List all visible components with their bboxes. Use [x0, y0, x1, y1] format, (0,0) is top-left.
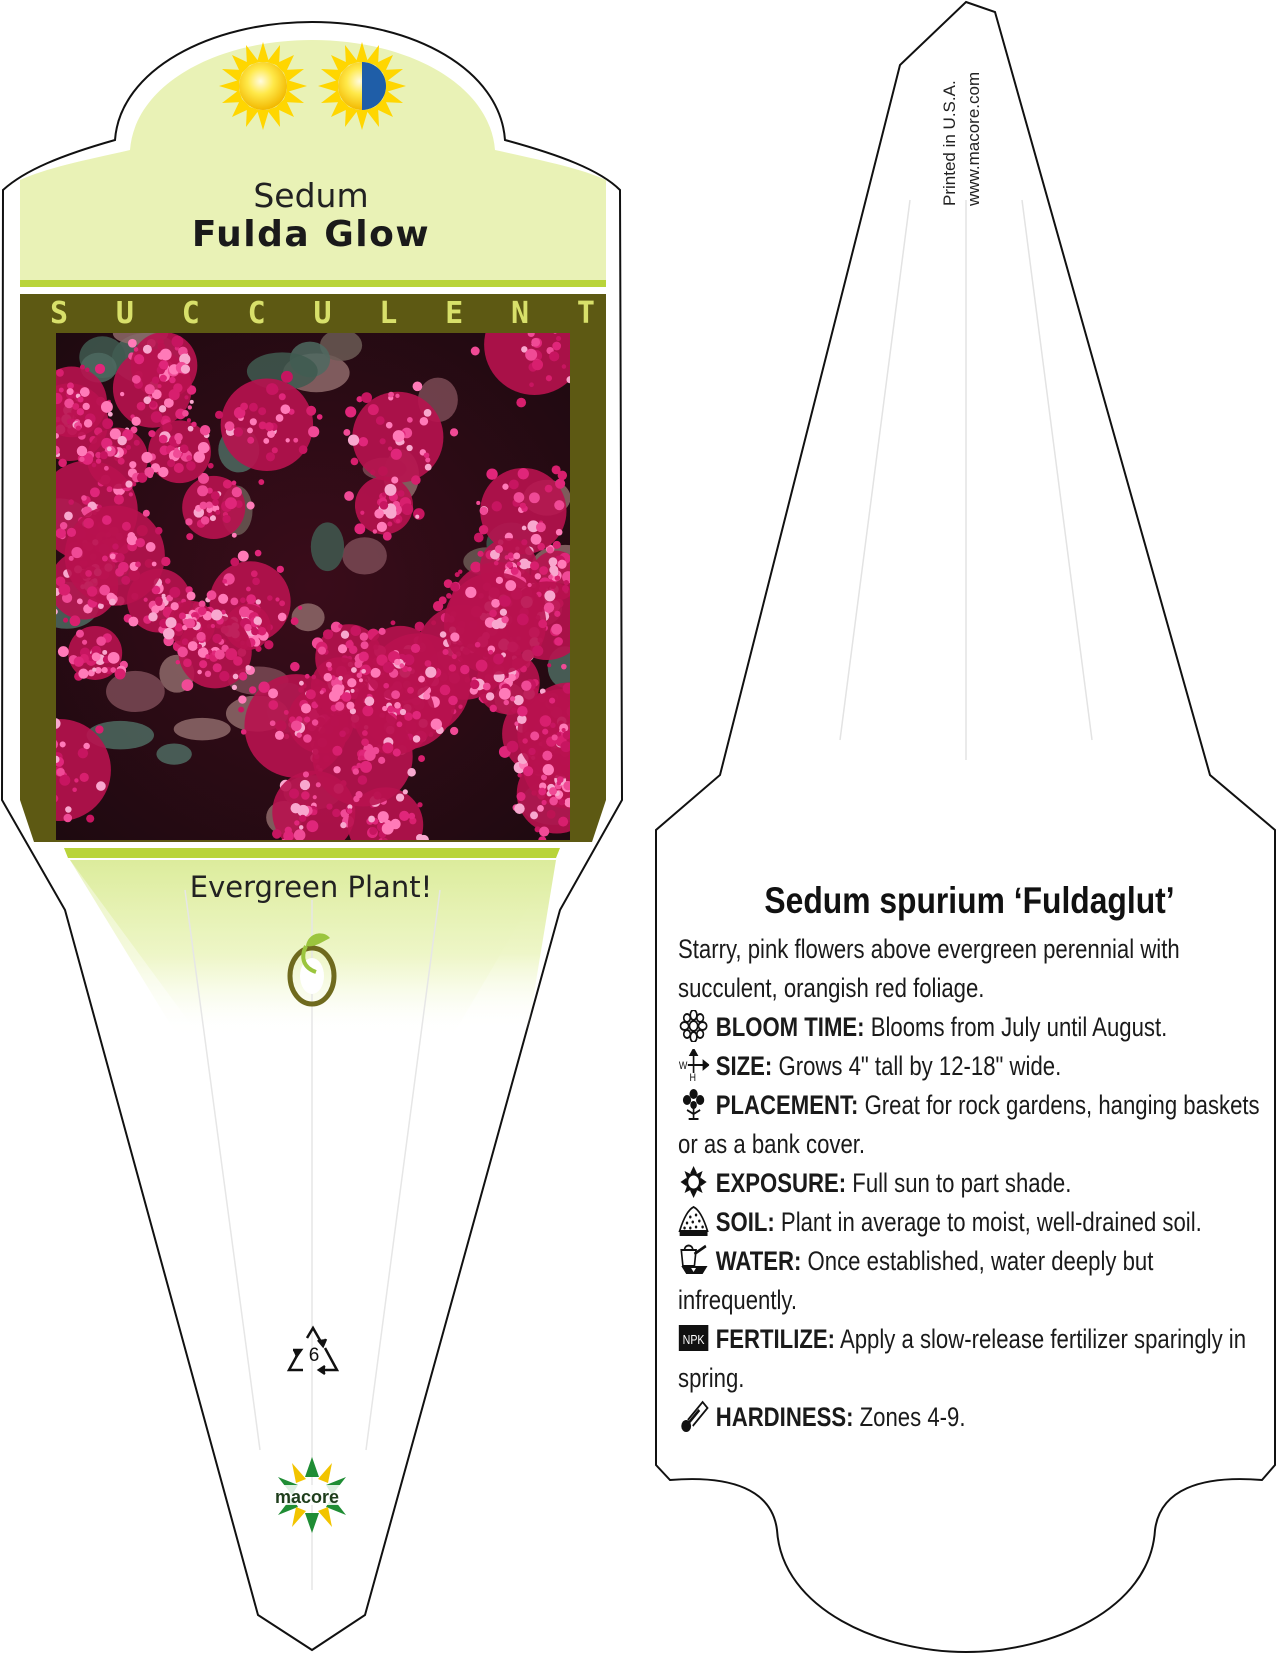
- category-letter: E: [445, 296, 464, 331]
- category-letter: U: [313, 296, 332, 331]
- watering-can-icon: [678, 1244, 709, 1274]
- care-item-water: [678, 1242, 1268, 1320]
- category-letter: S: [50, 296, 69, 331]
- category-label: [20, 296, 605, 336]
- care-text: Plant in average to moist, well-drained soil.: [780, 1207, 1202, 1237]
- full-sun-icon: [219, 42, 307, 130]
- care-text: Grows 4" tall by 12-18" wide.: [778, 1051, 1062, 1081]
- size-icon: [678, 1049, 709, 1079]
- thermometer-icon: [678, 1400, 709, 1430]
- care-item-placement: [678, 1086, 1268, 1164]
- category-letter: C: [247, 296, 266, 331]
- tagline: Evergreen Plant!: [189, 870, 433, 904]
- care-label: HARDINESS:: [715, 1402, 854, 1432]
- care-item-exposure: [678, 1164, 1268, 1203]
- category-letter: U: [115, 296, 134, 331]
- recycle-code: 6: [308, 1345, 320, 1366]
- care-text: Zones 4-9.: [859, 1402, 966, 1432]
- bottom-stripe: [64, 848, 560, 858]
- care-label: SOIL:: [715, 1207, 775, 1237]
- category-letter: N: [511, 296, 530, 331]
- care-item-bloom: [678, 1008, 1268, 1047]
- care-text: Apply a slow-release fertilizer sparingly in spring.: [678, 1324, 1247, 1393]
- care-label: PLACEMENT:: [715, 1090, 859, 1120]
- part-sun-icon: [318, 42, 406, 130]
- soil-icon: [678, 1205, 709, 1235]
- category-letter: C: [181, 296, 200, 331]
- plant-genus: Sedum: [253, 176, 369, 215]
- botanical-name: Sedum spurium ‘Fuldaglut’: [764, 880, 1175, 921]
- brand-logo-text: macore: [274, 1487, 340, 1507]
- flower-icon: [678, 1010, 709, 1040]
- size-icon-w: W: [678, 1060, 688, 1073]
- care-label: FERTILIZE:: [715, 1324, 836, 1354]
- care-text: Once established, water deeply but infrequently.: [678, 1246, 1154, 1315]
- sedum-flower-photo: [9, 286, 629, 874]
- care-label: BLOOM TIME:: [715, 1012, 865, 1042]
- care-item-size: [678, 1047, 1268, 1086]
- care-item-hardiness: [678, 1398, 1268, 1437]
- plant-variety: Fulda Glow: [191, 214, 431, 255]
- size-icon-h: H: [689, 1072, 696, 1081]
- care-item-soil: [678, 1203, 1268, 1242]
- print-website: www.macore.com: [964, 71, 983, 206]
- care-label: EXPOSURE:: [715, 1168, 847, 1198]
- care-text: Blooms from July until August.: [870, 1012, 1168, 1042]
- care-instructions: [678, 930, 1268, 1437]
- category-letter: L: [379, 296, 398, 331]
- print-note: [938, 72, 986, 206]
- npk-icon: [678, 1322, 709, 1352]
- care-label: SIZE:: [715, 1051, 773, 1081]
- description: Starry, pink flowers above evergreen perennial with succulent, orangish red foliage.: [678, 934, 1180, 1003]
- npk-text: NPK: [682, 1331, 705, 1348]
- sun-icon: [678, 1166, 709, 1196]
- care-label: WATER:: [715, 1246, 802, 1276]
- placement-icon: [678, 1088, 709, 1118]
- care-text: Full sun to part shade.: [852, 1168, 1072, 1198]
- print-origin: Printed in U.S.A.: [940, 80, 959, 206]
- header-stripe: [20, 280, 606, 287]
- category-letter: T: [576, 296, 595, 331]
- care-item-fertilize: [678, 1320, 1268, 1398]
- care-text: Great for rock gardens, hanging baskets or as a bank cover.: [678, 1090, 1260, 1159]
